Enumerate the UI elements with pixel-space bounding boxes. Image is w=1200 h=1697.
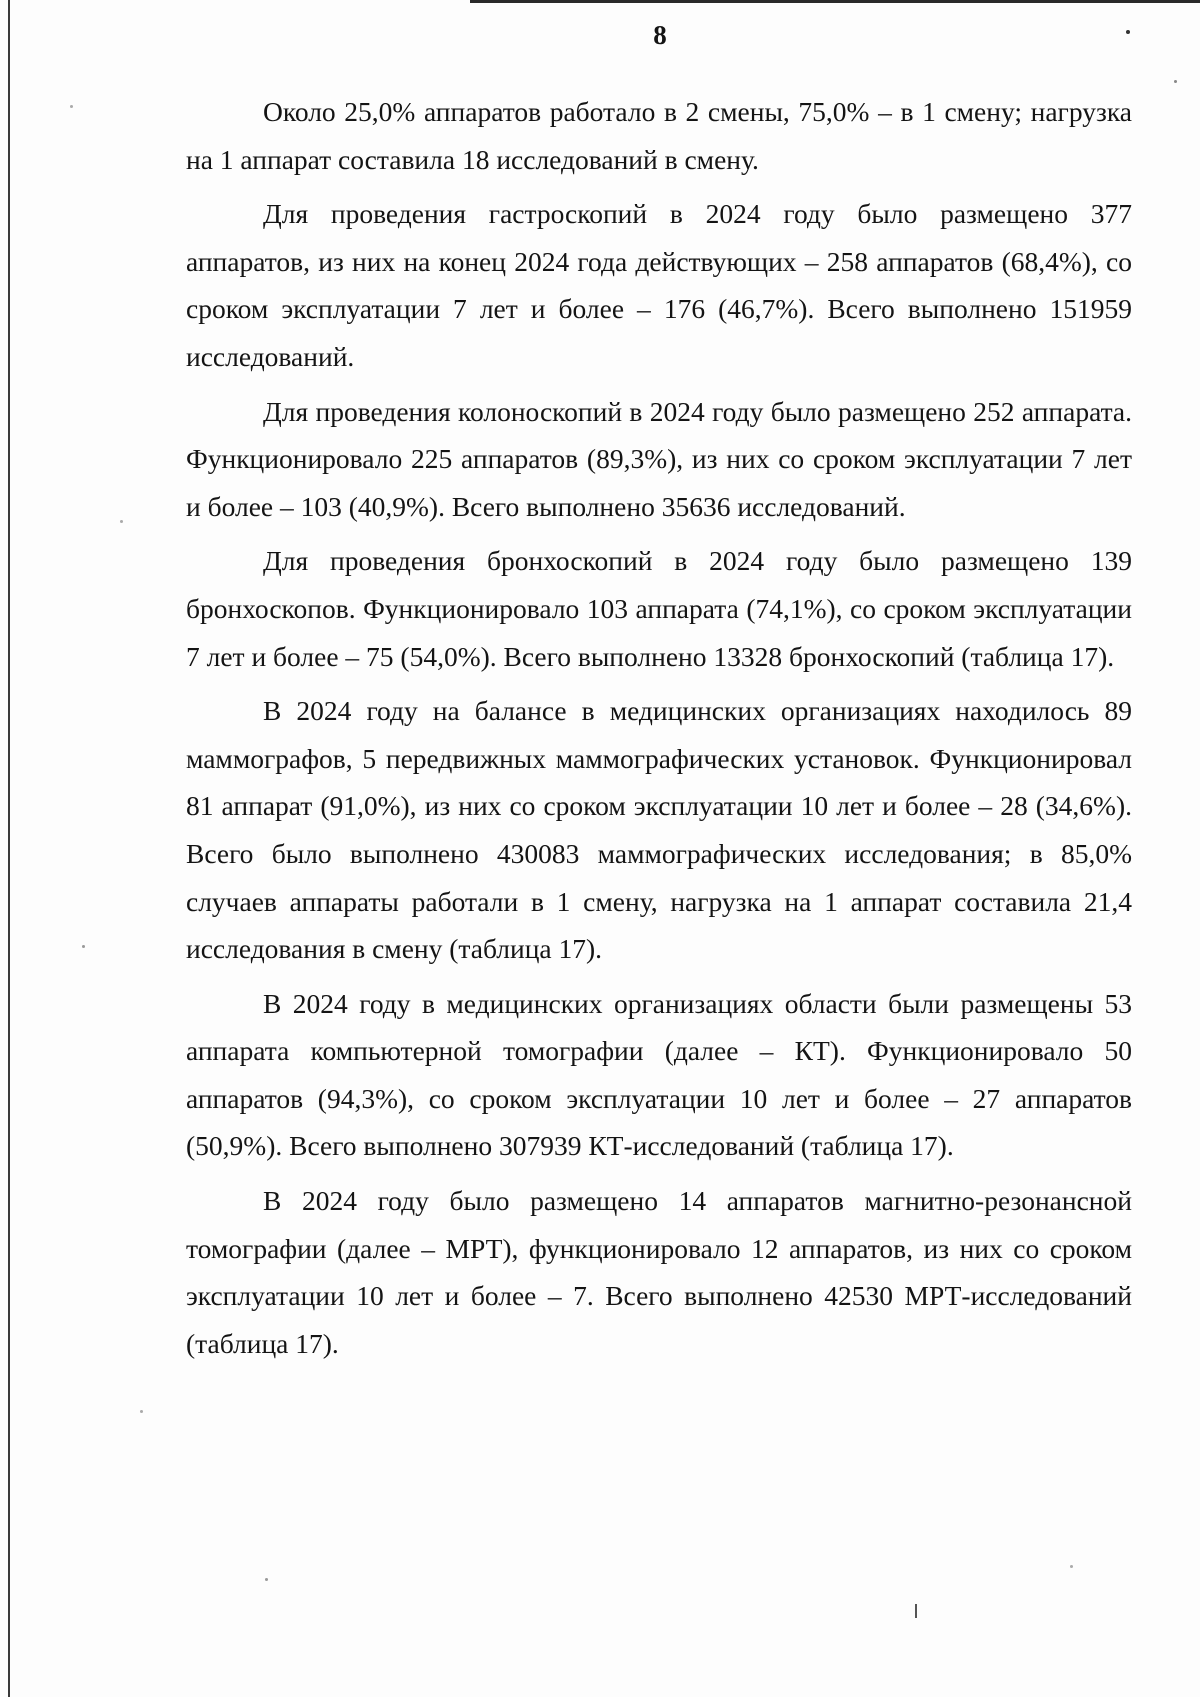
body-text xyxy=(186,88,1132,1367)
scan-speck xyxy=(1174,80,1177,83)
paragraph-colonoscopy: Для проведения колоноскопий в 2024 году было размещено 252 аппарата. Функционировало 225 аппаратов (89,3%), из них со сроком эксплуатации 7 лет и более – 103 (40,9%). Всего выполнено 35636 исследований. xyxy=(186,395,1132,522)
paragraph-mri: В 2024 году было размещено 14 аппаратов магнитно-резонансной томографии (далее – МРТ), функционировало 12 аппаратов, из них со сроком эксплуатации 10 лет и более – 7. Всего выполнено 42530 МРТ-исследований (таблица 17). xyxy=(186,1185,1132,1359)
scan-speck xyxy=(265,1578,268,1581)
paragraph-mammography: В 2024 году на балансе в медицинских организациях находилось 89 маммографов, 5 передвижных маммографических установок. Функционировал 81 аппарат (91,0%), из них со сроком эксплуатации 10 лет и более – 28 (34,6%). Всего было выполнено 430083 маммографических исследования; в 85,0% случаев аппараты работали в 1 смену, нагрузка на 1 аппарат составила 21,4 исследования в смену (таблица 17). xyxy=(186,695,1132,965)
paragraph-bronchoscopy: Для проведения бронхоскопий в 2024 году было размещено 139 бронхоскопов. Функционировало 103 аппарата (74,1%), со сроком эксплуатации 7 лет и более – 75 (54,0%). Всего выполнено 13328 бронхоскопий (таблица 17). xyxy=(186,545,1132,672)
paragraph-ct: В 2024 году в медицинских организациях области были размещены 53 аппарата компьютерной томографии (далее – КТ). Функционировало 50 аппаратов (94,3%), со сроком эксплуатации 10 лет и более – 27 аппаратов (50,9%). Всего выполнено 307939 КТ-исследований (таблица 17). xyxy=(186,987,1132,1162)
scan-mark xyxy=(915,1604,917,1618)
scan-speck xyxy=(82,945,85,948)
paragraph-device-shifts: Около 25,0% аппаратов работало в 2 смены, 75,0% – в 1 смену; нагрузка на 1 аппарат составила 18 исследований в смену. xyxy=(186,96,1132,175)
scan-speck xyxy=(120,520,123,523)
scan-speck xyxy=(70,105,73,108)
scan-speck xyxy=(140,1410,143,1413)
scan-top-edge xyxy=(470,0,1200,3)
scan-speck xyxy=(1070,1565,1073,1568)
scan-speck xyxy=(1126,30,1130,34)
paragraph-gastroscopy: Для проведения гастроскопий в 2024 году было размещено 377 аппаратов, из них на конец 2024 года действующих – 258 аппаратов (68,4%), со сроком эксплуатации 7 лет и более – 176 (46,7%). Всего выполнено 151959 исследований. xyxy=(186,198,1132,372)
scan-left-edge xyxy=(8,0,10,1697)
page-number: 8 xyxy=(653,20,667,50)
